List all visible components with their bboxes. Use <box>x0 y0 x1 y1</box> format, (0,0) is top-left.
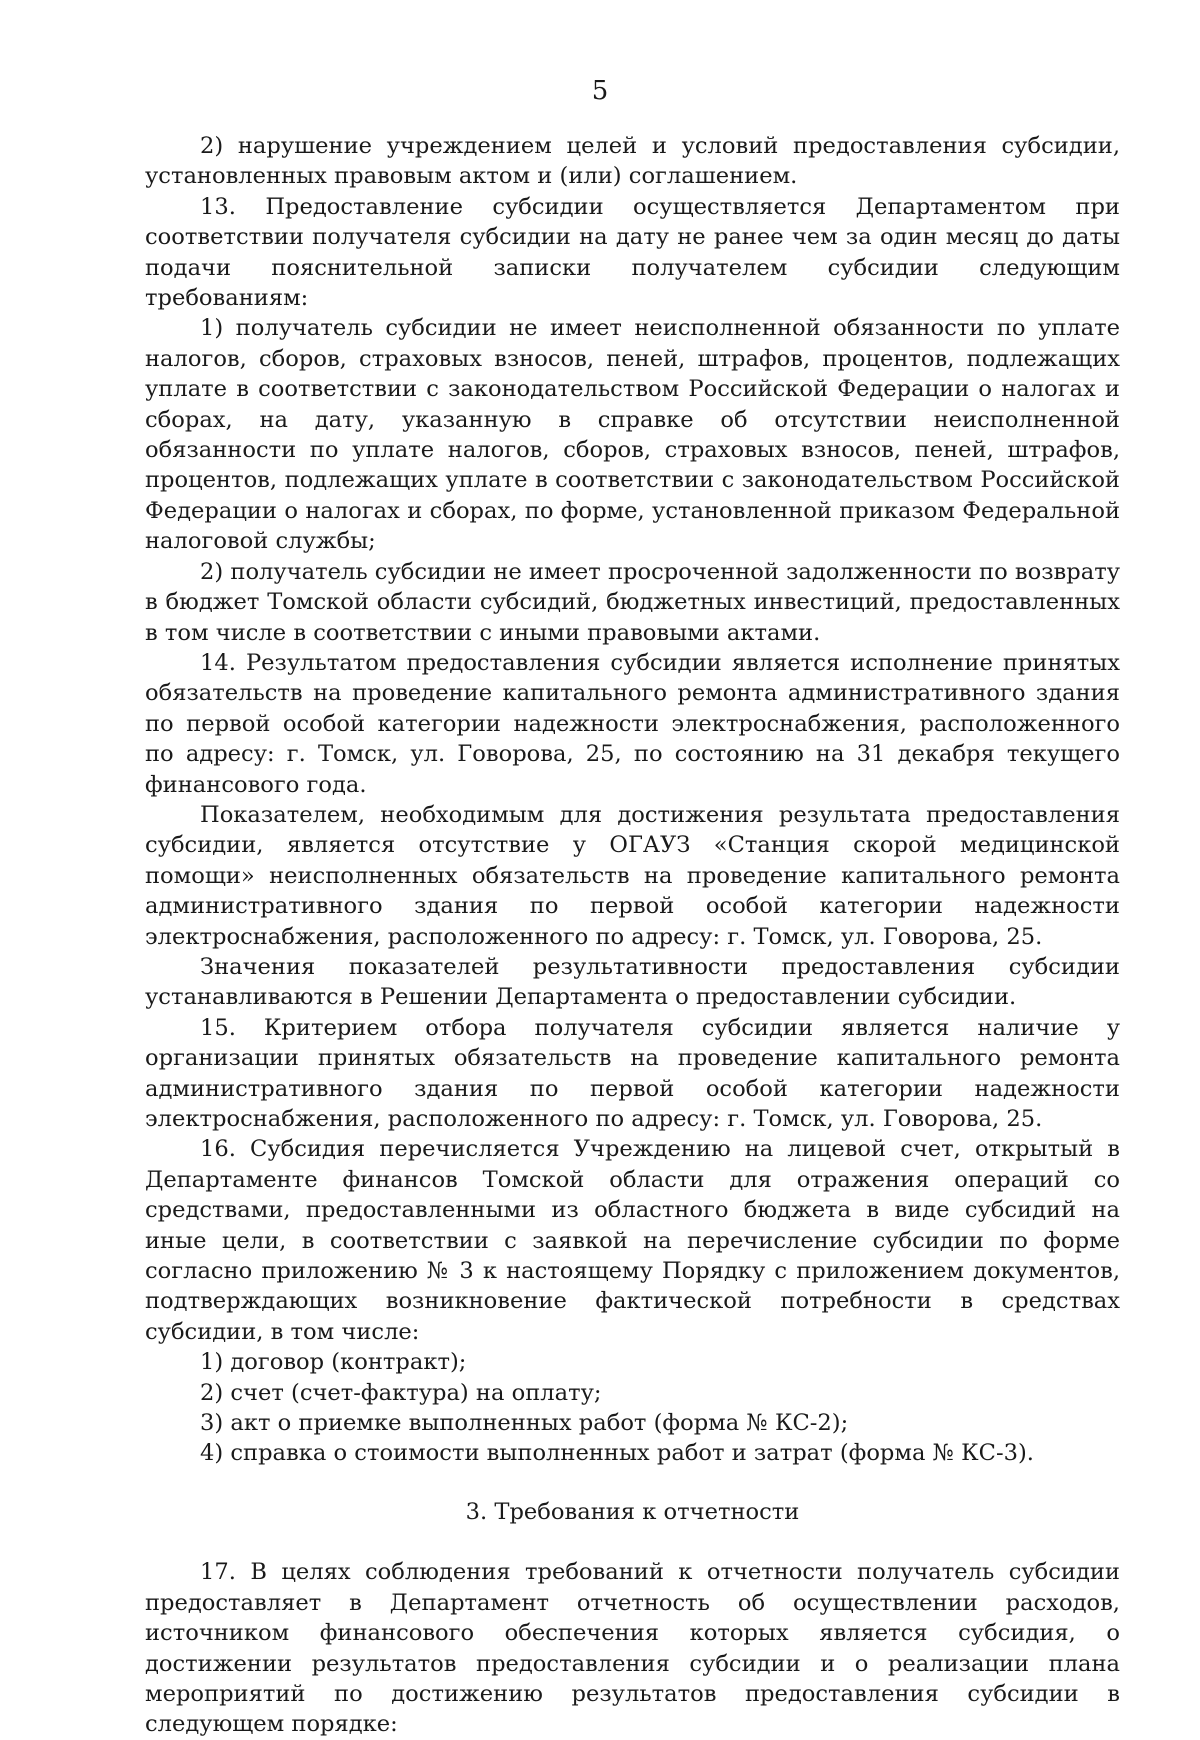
page-number: 5 <box>591 76 609 106</box>
document-body <box>145 131 1120 1740</box>
paragraph-13-item-2: 2) получатель субсидии не имеет просроченной задолженности по возврату в бюджет Томской области субсидий, бюджетных инвестиций, предоставленных в том числе в соответствии с иными правовыми актами. <box>145 558 1120 646</box>
paragraph-16-item-3: 3) акт о приемке выполненных работ (форма № КС-2); <box>200 1410 849 1437</box>
paragraph-indicator-values: Значения показателей результативности предоставления субсидии устанавливаются в Решении Департамента о предоставлении субсидии. <box>145 953 1120 1011</box>
paragraph-16-item-1: 1) договор (контракт); <box>200 1349 467 1376</box>
section-heading: 3. Требования к отчетности <box>465 1498 800 1525</box>
paragraph-15-criterion: 15. Критерием отбора получателя субсидии является наличие у организации принятых обязательств на проведение капитального ремонта административного здания по первой особой категории надежности электроснабжения, расположенного по адресу: г. Томск, ул. Говорова, 25. <box>145 1014 1120 1132</box>
paragraph-16-transfer: 16. Субсидия перечисляется Учреждению на лицевой счет, открытый в Департаменте финансов Томской области для отражения операций со средствами, предоставленными из областного бюджета в виде субсидий на иные цели, в соответствии с заявкой на перечисление субсидии по форме согласно приложению № 3 к настоящему Порядку с приложением документов, подтверждающих возникновение фактической потребности в средствах субсидии, в том числе: <box>145 1136 1120 1345</box>
paragraph-17-reporting: 17. В целях соблюдения требований к отчетности получатель субсидии предоставляет в Департамент отчетность об осуществлении расходов, источником финансового обеспечения которых является субсидия, о достижении результатов предоставления субсидии и о реализации плана мероприятий по достижению результатов предоставления субсидии в следующем порядке: <box>145 1559 1120 1738</box>
paragraph-16-item-4: 4) справка о стоимости выполненных работ и затрат (форма № КС-3). <box>200 1440 1034 1467</box>
paragraph-13-item-1: 1) получатель субсидии не имеет неисполненной обязанности по уплате налогов, сборов, страховых взносов, пеней, штрафов, процентов, подлежащих уплате в соответствии с законодательством Российской Федерации о налогах и сборах, на дату, указанную в справке об отсутствии неисполненной обязанности по уплате налогов, сборов, страховых взносов, пеней, штрафов, процентов, подлежащих уплате в соответствии с законодательством Российской Федерации о налогах и сборах, по форме, установленной приказом Федеральной налоговой службы; <box>145 315 1120 555</box>
paragraph-item-2-violation: 2) нарушение учреждением целей и условий предоставления субсидии, установленных правовым актом и (или) соглашением. <box>145 133 1120 190</box>
paragraph-13-requirements: 13. Предоставление субсидии осуществляется Департаментом при соответствии получателя субсидии на дату не ранее чем за один месяц до даты подачи пояснительной записки получателем субсидии следующим требованиям: <box>145 193 1120 312</box>
paragraph-14-result: 14. Результатом предоставления субсидии является исполнение принятых обязательств на проведение капитального ремонта административного здания по первой особой категории надежности электроснабжения, расположенного по адресу: г. Томск, ул. Говорова, 25, по состоянию на 31 декабря текущего финансового года. <box>145 649 1120 798</box>
paragraph-indicator: Показателем, необходимым для достижения результата предоставления субсидии, является отсутствие у ОГАУЗ «Станция скорой медицинской помощи» неисполненных обязательств на проведение капитального ремонта административного здания по первой особой категории надежности электроснабжения, расположенного по адресу: г. Томск, ул. Говорова, 25. <box>145 801 1120 950</box>
paragraph-16-item-2: 2) счет (счет-фактура) на оплату; <box>200 1379 602 1406</box>
